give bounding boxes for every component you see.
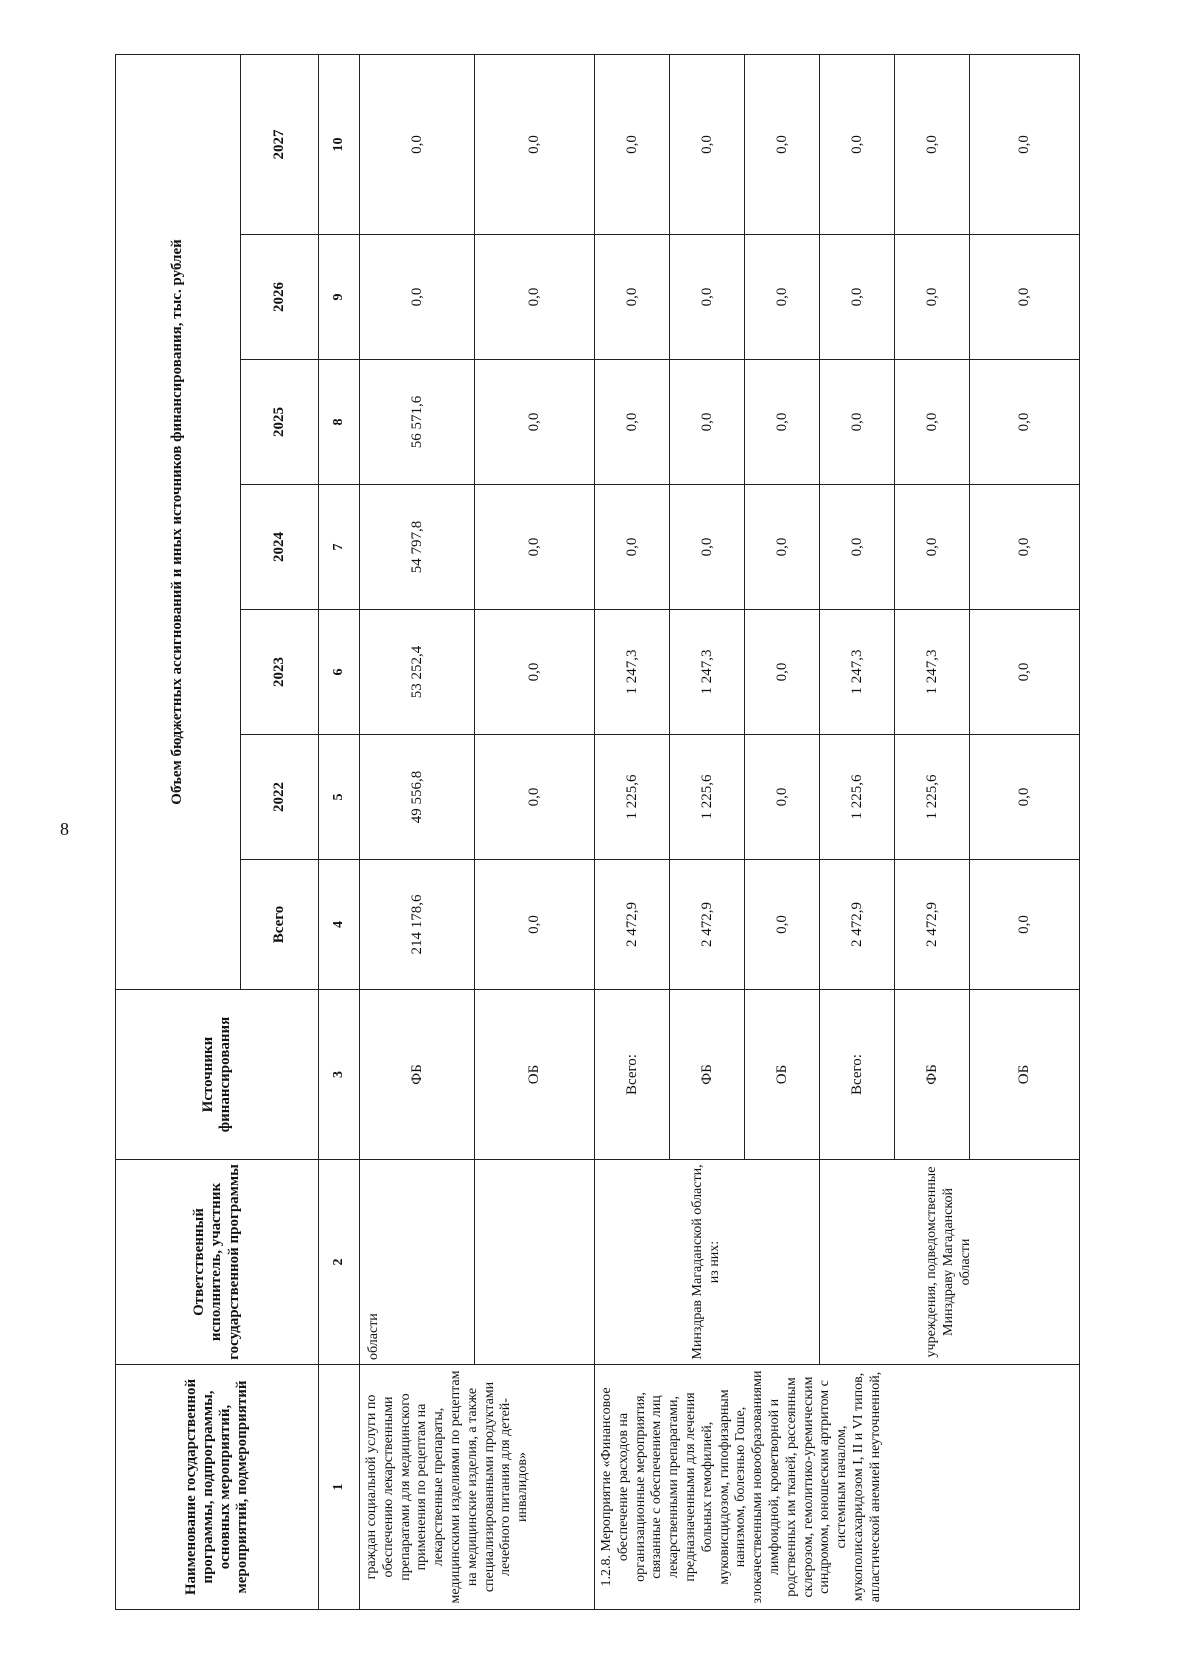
- value-2023: 1 247,3: [595, 610, 670, 735]
- column-number: 9: [319, 235, 360, 360]
- value-2027: 0,0: [820, 54, 895, 234]
- value-2022: 0,0: [745, 735, 820, 860]
- value-total: 2 472,9: [820, 860, 895, 990]
- value-2026: 0,0: [745, 235, 820, 360]
- source: ФБ: [670, 990, 745, 1160]
- source: ОБ: [475, 990, 595, 1160]
- column-number: 6: [319, 610, 360, 735]
- value-2022: 1 225,6: [895, 735, 970, 860]
- value-2023: 1 247,3: [895, 610, 970, 735]
- value-2024: 0,0: [970, 485, 1080, 610]
- value-2025: 0,0: [970, 360, 1080, 485]
- value-2026: 0,0: [360, 235, 475, 360]
- value-2025: 0,0: [745, 360, 820, 485]
- value-2022: 0,0: [475, 735, 595, 860]
- source: Всего:: [820, 990, 895, 1160]
- page-number: 8: [60, 819, 69, 839]
- executor: Минздрав Магаданской области, из них:: [595, 1160, 820, 1365]
- source: ФБ: [895, 990, 970, 1160]
- value-2023: 0,0: [475, 610, 595, 735]
- value-2025: 0,0: [895, 360, 970, 485]
- value-total: 2 472,9: [595, 860, 670, 990]
- value-2024: 0,0: [595, 485, 670, 610]
- header-executor: Ответственный исполнитель, участник государственной программы: [116, 1160, 319, 1365]
- value-2024: 0,0: [820, 485, 895, 610]
- header-sources: Источники финансирования: [116, 990, 319, 1160]
- value-2027: 0,0: [475, 54, 595, 234]
- value-2026: 0,0: [820, 235, 895, 360]
- value-2024: 0,0: [895, 485, 970, 610]
- value-2024: 54 797,8: [360, 485, 475, 610]
- column-number: 7: [319, 485, 360, 610]
- executor-empty: [475, 1160, 595, 1365]
- value-2025: 0,0: [670, 360, 745, 485]
- value-total: 2 472,9: [670, 860, 745, 990]
- value-2023: 1 247,3: [670, 610, 745, 735]
- value-2023: 1 247,3: [820, 610, 895, 735]
- value-2026: 0,0: [895, 235, 970, 360]
- value-2024: 0,0: [745, 485, 820, 610]
- value-total: 214 178,6: [360, 860, 475, 990]
- value-2022: 49 556,8: [360, 735, 475, 860]
- header-volume: Объем бюджетных ассигнований и иных источников финансирования, тыс. рублей: [116, 54, 241, 989]
- value-2026: 0,0: [670, 235, 745, 360]
- value-2022: 1 225,6: [595, 735, 670, 860]
- column-number: 2: [319, 1160, 360, 1365]
- executor: учреждения, подведомственные Минздраву Магаданской области: [820, 1160, 1080, 1365]
- header-year: 2027: [241, 54, 319, 234]
- column-number: 4: [319, 860, 360, 990]
- value-2026: 0,0: [970, 235, 1080, 360]
- header-year: 2026: [241, 235, 319, 360]
- rotated-page-content: [115, 55, 1030, 1610]
- source: Всего:: [595, 990, 670, 1160]
- header-year: 2024: [241, 485, 319, 610]
- executor: области: [360, 1160, 475, 1365]
- value-total: 0,0: [970, 860, 1080, 990]
- value-2027: 0,0: [745, 54, 820, 234]
- value-2025: 56 571,6: [360, 360, 475, 485]
- value-total: 0,0: [745, 860, 820, 990]
- header-year: 2025: [241, 360, 319, 485]
- value-2022: 1 225,6: [670, 735, 745, 860]
- value-2027: 0,0: [670, 54, 745, 234]
- column-number: 10: [319, 54, 360, 234]
- value-2027: 0,0: [595, 54, 670, 234]
- source: ОБ: [745, 990, 820, 1160]
- column-number: 1: [319, 1365, 360, 1610]
- value-2025: 0,0: [475, 360, 595, 485]
- table-row: [360, 54, 475, 1609]
- program-name: 1.2.8. Мероприятие «Финансовое обеспечение расходов на организационные мероприятия, связанные с обеспечением лиц лекарственными препаратами, предназначенными для лечения больных гемофилией, муковисцидозом, гипофизарным нанизмом, болезнью Гоше, злокачественными новообразованиями лимфоидной, кроветворной и родственных им тканей, рассеянным склерозом, гемолитико-уремическим синдромом, юношеским артритом с системным началом, мукополисахаридозом I, II и VI типов, апластической анемией неуточненной,: [595, 1365, 1080, 1610]
- header-year: 2023: [241, 610, 319, 735]
- table-row: [595, 54, 670, 1609]
- column-number: 5: [319, 735, 360, 860]
- value-2023: 53 252,4: [360, 610, 475, 735]
- column-number: 8: [319, 360, 360, 485]
- value-total: 2 472,9: [895, 860, 970, 990]
- value-2023: 0,0: [745, 610, 820, 735]
- value-2027: 0,0: [360, 54, 475, 234]
- column-number: 3: [319, 990, 360, 1160]
- value-2027: 0,0: [895, 54, 970, 234]
- value-2026: 0,0: [595, 235, 670, 360]
- value-2024: 0,0: [475, 485, 595, 610]
- value-2022: 0,0: [970, 735, 1080, 860]
- header-total: Всего: [241, 860, 319, 990]
- source: ФБ: [360, 990, 475, 1160]
- value-2026: 0,0: [475, 235, 595, 360]
- source: ОБ: [970, 990, 1080, 1160]
- financing-table: [115, 54, 1080, 1610]
- header-name: Наименование государственной программы, подпрограммы, основных мероприятий, мероприятий, подмероприятий: [116, 1365, 319, 1610]
- header-year: 2022: [241, 735, 319, 860]
- value-2023: 0,0: [970, 610, 1080, 735]
- value-total: 0,0: [475, 860, 595, 990]
- value-2022: 1 225,6: [820, 735, 895, 860]
- value-2027: 0,0: [970, 54, 1080, 234]
- value-2024: 0,0: [670, 485, 745, 610]
- value-2025: 0,0: [820, 360, 895, 485]
- value-2025: 0,0: [595, 360, 670, 485]
- program-name: граждан социальной услуги по обеспечению лекарственными препаратами для медицинского применения по рецептам на лекарственные препараты, медицинскими изделиями по рецептам на медицинские изделия, а также специализированными продуктами лечебного питания для детей-инвалидов»: [360, 1365, 595, 1610]
